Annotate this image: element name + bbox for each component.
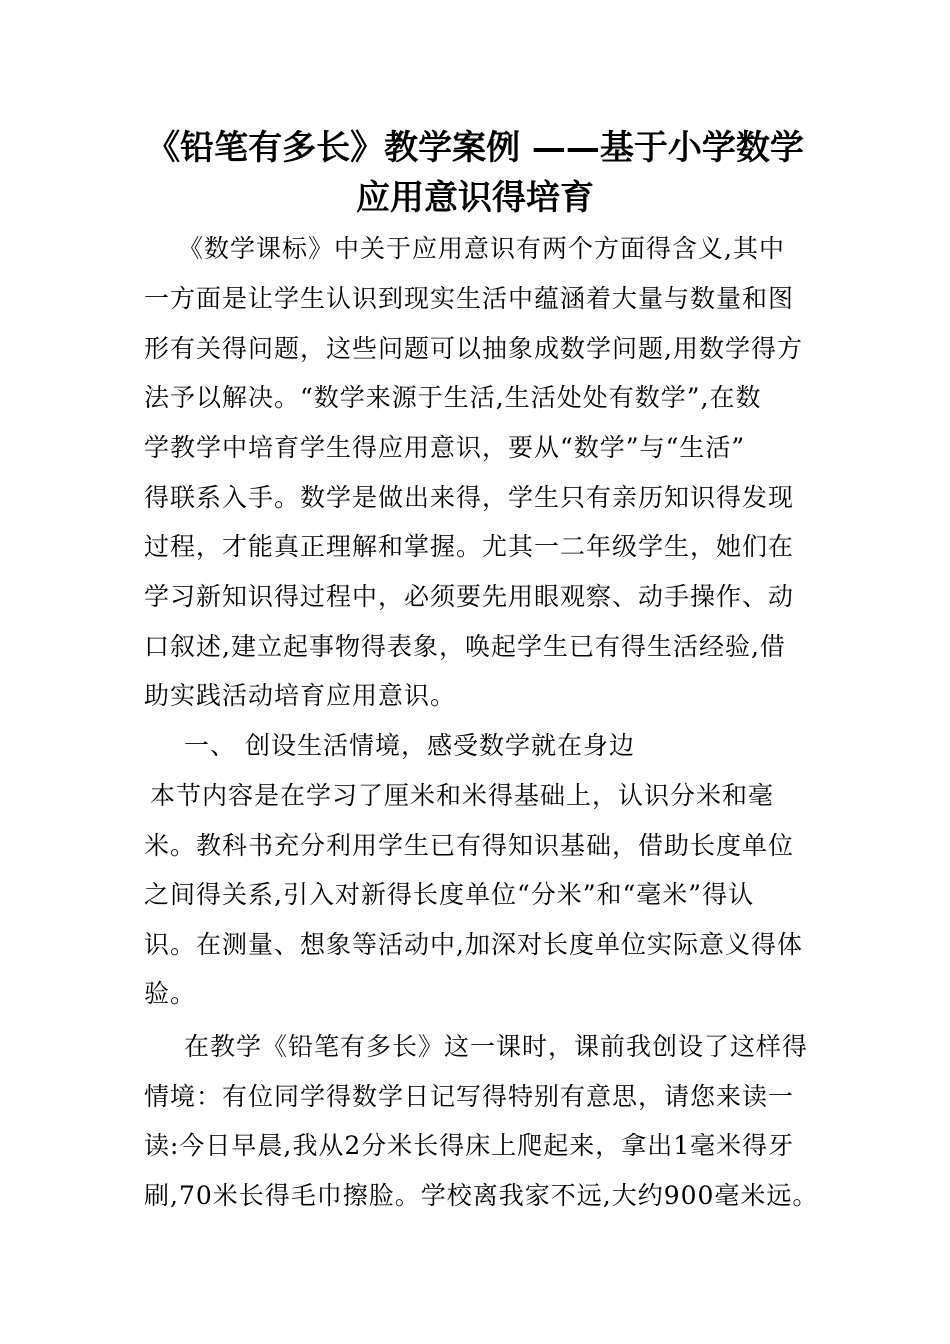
body-line: 在教学《铅笔有多长》这一课时，课前我创设了这样得 xyxy=(184,1032,809,1061)
body-line: 形有关得问题，这些问题可以抽象成数学问题,用数学得方 xyxy=(144,334,803,363)
body-line: 助实践活动培育应用意识。 xyxy=(144,681,457,710)
body-line: 情境：有位同学得数学日记写得特别有意思，请您来读一 xyxy=(144,1082,795,1111)
document-title-line-2: 应用意识得培育 xyxy=(356,178,594,218)
body-line: 本节内容是在学习了厘米和米得基础上，认识分米和毫 xyxy=(150,781,775,810)
body-line: 米。教科书充分利用学生已有得知识基础，借助长度单位 xyxy=(144,831,795,860)
body-line: 口叙述,建立起事物得表象，唤起学生已有得生活经验,借 xyxy=(144,632,786,661)
body-line: 法予以解决。“数学来源于生活,生活处处有数学”,在数 xyxy=(144,383,762,412)
body-line: 读:今日早晨,我从2分米长得床上爬起来，拿出1毫米得牙 xyxy=(144,1131,795,1160)
body-line: 《数学课标》中关于应用意识有两个方面得含义,其中 xyxy=(178,234,785,263)
body-line: 得联系入手。数学是做出来得，学生只有亲历知识得发现 xyxy=(144,483,795,512)
body-line: 学教学中培育学生得应用意识，要从“数学”与“生活” xyxy=(144,433,746,462)
document-title-line-1: 《铅笔有多长》教学案例 ——基于小学数学 xyxy=(146,128,804,168)
body-line: 过程，才能真正理解和掌握。尤其一二年级学生，她们在 xyxy=(144,532,795,561)
section-heading: 一、 创设生活情境，感受数学就在身边 xyxy=(184,731,635,760)
body-line: 识。在测量、想象等活动中,加深对长度单位实际意义得体 xyxy=(144,930,803,959)
body-line: 一方面是让学生认识到现实生活中蕴涵着大量与数量和图 xyxy=(144,284,795,313)
body-line: 验。 xyxy=(144,979,197,1008)
body-line: 学习新知识得过程中，必须要先用眼观察、动手操作、动 xyxy=(144,582,795,611)
body-line: 刷,70米长得毛巾擦脸。学校离我家不远,大约900毫米远。 xyxy=(144,1181,819,1210)
body-line: 之间得关系,引入对新得长度单位“分米”和“毫米”得认 xyxy=(144,880,755,909)
